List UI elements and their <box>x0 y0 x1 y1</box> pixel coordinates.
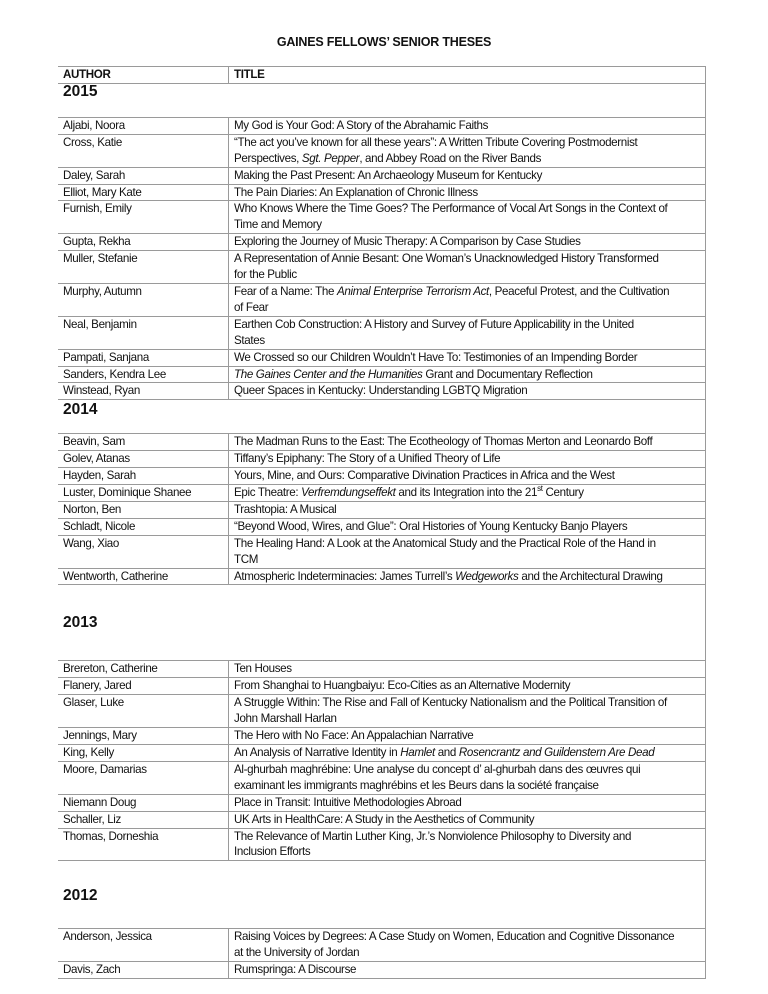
title-segment: Perspectives, <box>234 151 302 165</box>
table-row <box>58 234 706 251</box>
author-cell: Neal, Benjamin <box>58 316 229 349</box>
title-cell <box>229 678 706 695</box>
author-cell: Cross, Katie <box>58 134 229 167</box>
title-cell <box>229 828 706 861</box>
table-row <box>58 962 706 979</box>
title-cell <box>229 485 706 502</box>
title-segment: Ten Houses <box>234 662 292 676</box>
title-segment: We Crossed so our Children Wouldn’t Have To: Testimonies of an Impending Border <box>234 350 638 364</box>
table-row <box>58 518 706 535</box>
title-segment: Queer Spaces in Kentucky: Understanding LGBTQ Migration <box>234 384 528 398</box>
title-segment: Trashtopia: A Musical <box>234 502 337 516</box>
title-segment: Grant and Documentary Reflection <box>422 367 593 381</box>
title-italic-segment: The Gaines Center and the Humanities <box>234 367 423 381</box>
title-cell <box>229 811 706 828</box>
title-segment: at the University of Jordan <box>234 946 360 960</box>
author-cell: Daley, Sarah <box>58 167 229 184</box>
author-cell: Jennings, Mary <box>58 728 229 745</box>
title-segment: , and Abbey Road on the River Bands <box>359 151 542 165</box>
author-cell: Furnish, Emily <box>58 201 229 234</box>
title-segment: Earthen Cob Construction: A History and Survey of Future Applicability in the United <box>234 317 634 331</box>
title-segment: , Peaceful Protest, and the Cultivation <box>488 284 670 298</box>
table-row <box>58 451 706 468</box>
year-heading: 2015 <box>58 83 706 117</box>
author-cell: Moore, Damarias <box>58 761 229 794</box>
table-row <box>58 434 706 451</box>
title-segment: Inclusion Efforts <box>234 845 311 859</box>
author-cell: Beavin, Sam <box>58 434 229 451</box>
title-segment: and <box>434 746 459 759</box>
title-cell <box>229 661 706 678</box>
title-italic-segment: Rosencrantz and Guildenstern Are Dead <box>458 746 655 759</box>
author-cell: Davis, Zach <box>58 962 229 979</box>
table-row <box>58 535 706 568</box>
title-cell <box>229 134 706 167</box>
table-row <box>58 485 706 502</box>
title-segment: Tiffany’s Epiphany: The Story of a Unified Theory of Life <box>234 452 501 466</box>
title-cell <box>229 434 706 451</box>
year-row <box>58 400 706 434</box>
table-row <box>58 661 706 678</box>
table-row <box>58 316 706 349</box>
title-segment: A Representation of Annie Besant: One Woman’s Unacknowledged History Transformed <box>234 252 659 266</box>
year-row <box>58 861 706 929</box>
year-row <box>58 585 706 661</box>
author-cell: Sanders, Kendra Lee <box>58 366 229 383</box>
title-segment: From Shanghai to Huangbaiyu: Eco-Cities as an Alternative Modernity <box>234 679 571 693</box>
author-cell: King, Kelly <box>58 745 229 762</box>
title-segment: Al-ghurbah maghrébine: Une analyse du concept d’ al-ghurbah dans des œuvres qui <box>234 762 641 776</box>
table-row <box>58 167 706 184</box>
author-cell: Norton, Ben <box>58 501 229 518</box>
table-row <box>58 728 706 745</box>
title-segment: Rumspringa: A Discourse <box>234 963 357 977</box>
header-title: TITLE <box>229 67 706 84</box>
title-cell <box>229 201 706 234</box>
title-segment: Raising Voices by Degrees: A Case Study on Women, Education and Cognitive Dissonance <box>234 930 675 944</box>
title-segment: The Madman Runs to the East: The Ecotheology of Thomas Merton and Leonardo Boff <box>234 435 653 449</box>
title-italic-segment: Sgt. Pepper <box>301 151 360 165</box>
title-segment: The Healing Hand: A Look at the Anatomical Study and the Practical Role of the Hand in <box>234 536 656 550</box>
author-cell: Aljabi, Noora <box>58 117 229 134</box>
table-row <box>58 501 706 518</box>
author-cell: Winstead, Ryan <box>58 383 229 400</box>
title-cell <box>229 283 706 316</box>
title-cell <box>229 234 706 251</box>
title-italic-segment: Animal Enterprise Terrorism Act <box>336 284 489 298</box>
title-cell <box>229 745 706 762</box>
year-heading: 2012 <box>58 861 706 929</box>
title-segment: “Beyond Wood, Wires, and Glue”: Oral Histories of Young Kentucky Banjo Players <box>234 519 628 533</box>
title-segment: Yours, Mine, and Ours: Comparative Divination Practices in Africa and the West <box>234 469 615 483</box>
title-segment: States <box>234 333 265 347</box>
title-segment: Fear of a Name: The <box>234 284 337 298</box>
title-cell <box>229 962 706 979</box>
title-segment: for the Public <box>234 268 297 282</box>
title-segment: The Relevance of Martin Luther King, Jr.’s Nonviolence Philosophy to Diversity and <box>234 829 632 843</box>
table-header-row <box>58 67 706 84</box>
title-segment: TCM <box>234 552 259 566</box>
table-row <box>58 383 706 400</box>
table-row <box>58 929 706 962</box>
table-row <box>58 828 706 861</box>
author-cell: Luster, Dominique Shanee <box>58 485 229 502</box>
author-cell: Golev, Atanas <box>58 451 229 468</box>
title-cell <box>229 117 706 134</box>
title-segment: examinant les immigrants maghrébins et les Beurs dans la société française <box>234 778 599 792</box>
title-segment: Century <box>542 486 584 500</box>
title-segment: and its Integration into the 21 <box>395 486 538 500</box>
author-cell: Pampati, Sanjana <box>58 349 229 366</box>
title-segment: Exploring the Journey of Music Therapy: A Comparison by Case Studies <box>234 235 581 249</box>
title-segment: The Pain Diaries: An Explanation of Chronic Illness <box>234 185 478 199</box>
author-cell: Wentworth, Catherine <box>58 568 229 585</box>
author-cell: Anderson, Jessica <box>58 929 229 962</box>
title-segment: John Marshall Harlan <box>234 712 337 726</box>
title-segment: An Analysis of Narrative Identity in <box>234 746 401 759</box>
table-row <box>58 349 706 366</box>
table-row <box>58 201 706 234</box>
title-cell <box>229 366 706 383</box>
author-cell: Niemann Doug <box>58 794 229 811</box>
header-author: AUTHOR <box>58 67 229 84</box>
author-cell: Glaser, Luke <box>58 695 229 728</box>
title-cell <box>229 929 706 962</box>
author-cell: Muller, Stefanie <box>58 251 229 284</box>
title-cell <box>229 535 706 568</box>
year-heading: 2014 <box>58 400 706 434</box>
table-row <box>58 134 706 167</box>
table-row <box>58 678 706 695</box>
title-segment: UK Arts in HealthCare: A Study in the Aesthetics of Community <box>234 812 535 826</box>
table-row <box>58 811 706 828</box>
title-segment: Who Knows Where the Time Goes? The Performance of Vocal Art Songs in the Context of <box>234 202 668 216</box>
table-row <box>58 761 706 794</box>
title-segment: Time and Memory <box>234 218 322 232</box>
author-cell: Thomas, Dorneshia <box>58 828 229 861</box>
author-cell: Elliot, Mary Kate <box>58 184 229 201</box>
theses-table <box>58 66 706 979</box>
table-row <box>58 468 706 485</box>
author-cell: Flanery, Jared <box>58 678 229 695</box>
title-segment: The Hero with No Face: An Appalachian Narrative <box>234 729 474 743</box>
title-cell <box>229 728 706 745</box>
title-cell <box>229 184 706 201</box>
title-segment: Atmospheric Indeterminacies: James Turrell’s <box>234 569 456 583</box>
title-cell <box>229 451 706 468</box>
author-cell: Hayden, Sarah <box>58 468 229 485</box>
title-segment: My God is Your God: A Story of the Abrahamic Faiths <box>234 118 489 132</box>
title-cell <box>229 468 706 485</box>
title-italic-segment: Verfremdungseffekt <box>301 486 396 500</box>
title-segment: Making the Past Present: An Archaeology Museum for Kentucky <box>234 168 543 182</box>
table-row <box>58 366 706 383</box>
title-cell <box>229 349 706 366</box>
author-cell: Gupta, Rekha <box>58 234 229 251</box>
author-cell: Schladt, Nicole <box>58 518 229 535</box>
title-cell <box>229 518 706 535</box>
table-row <box>58 283 706 316</box>
table-row <box>58 745 706 762</box>
title-segment: and the Architectural Drawing <box>518 569 663 583</box>
title-segment: A Struggle Within: The Rise and Fall of Kentucky Nationalism and the Political Transition of <box>234 696 667 710</box>
title-cell <box>229 383 706 400</box>
title-segment: Epic Theatre: <box>234 486 302 500</box>
title-segment: “The act you’ve known for all these years”: A Written Tribute Covering Postmodernist <box>234 135 638 149</box>
author-cell: Brereton, Catherine <box>58 661 229 678</box>
title-cell <box>229 695 706 728</box>
table-row <box>58 184 706 201</box>
title-italic-segment: Hamlet <box>400 746 435 759</box>
title-segment: st <box>537 484 543 494</box>
table-row <box>58 117 706 134</box>
title-cell <box>229 501 706 518</box>
title-cell <box>229 167 706 184</box>
title-cell <box>229 251 706 284</box>
title-cell <box>229 316 706 349</box>
title-italic-segment: Wedgeworks <box>455 569 519 583</box>
title-segment: Place in Transit: Intuitive Methodologies Abroad <box>234 795 462 809</box>
table-row <box>58 251 706 284</box>
table-row <box>58 695 706 728</box>
table-row <box>58 568 706 585</box>
title-cell <box>229 761 706 794</box>
year-heading: 2013 <box>58 585 706 661</box>
title-cell <box>229 568 706 585</box>
year-row <box>58 83 706 117</box>
author-cell: Schaller, Liz <box>58 811 229 828</box>
author-cell: Wang, Xiao <box>58 535 229 568</box>
title-segment: of Fear <box>234 300 269 314</box>
document-title: GAINES FELLOWS’ SENIOR THESES <box>276 35 492 49</box>
table-row <box>58 794 706 811</box>
author-cell: Murphy, Autumn <box>58 283 229 316</box>
title-cell <box>229 794 706 811</box>
